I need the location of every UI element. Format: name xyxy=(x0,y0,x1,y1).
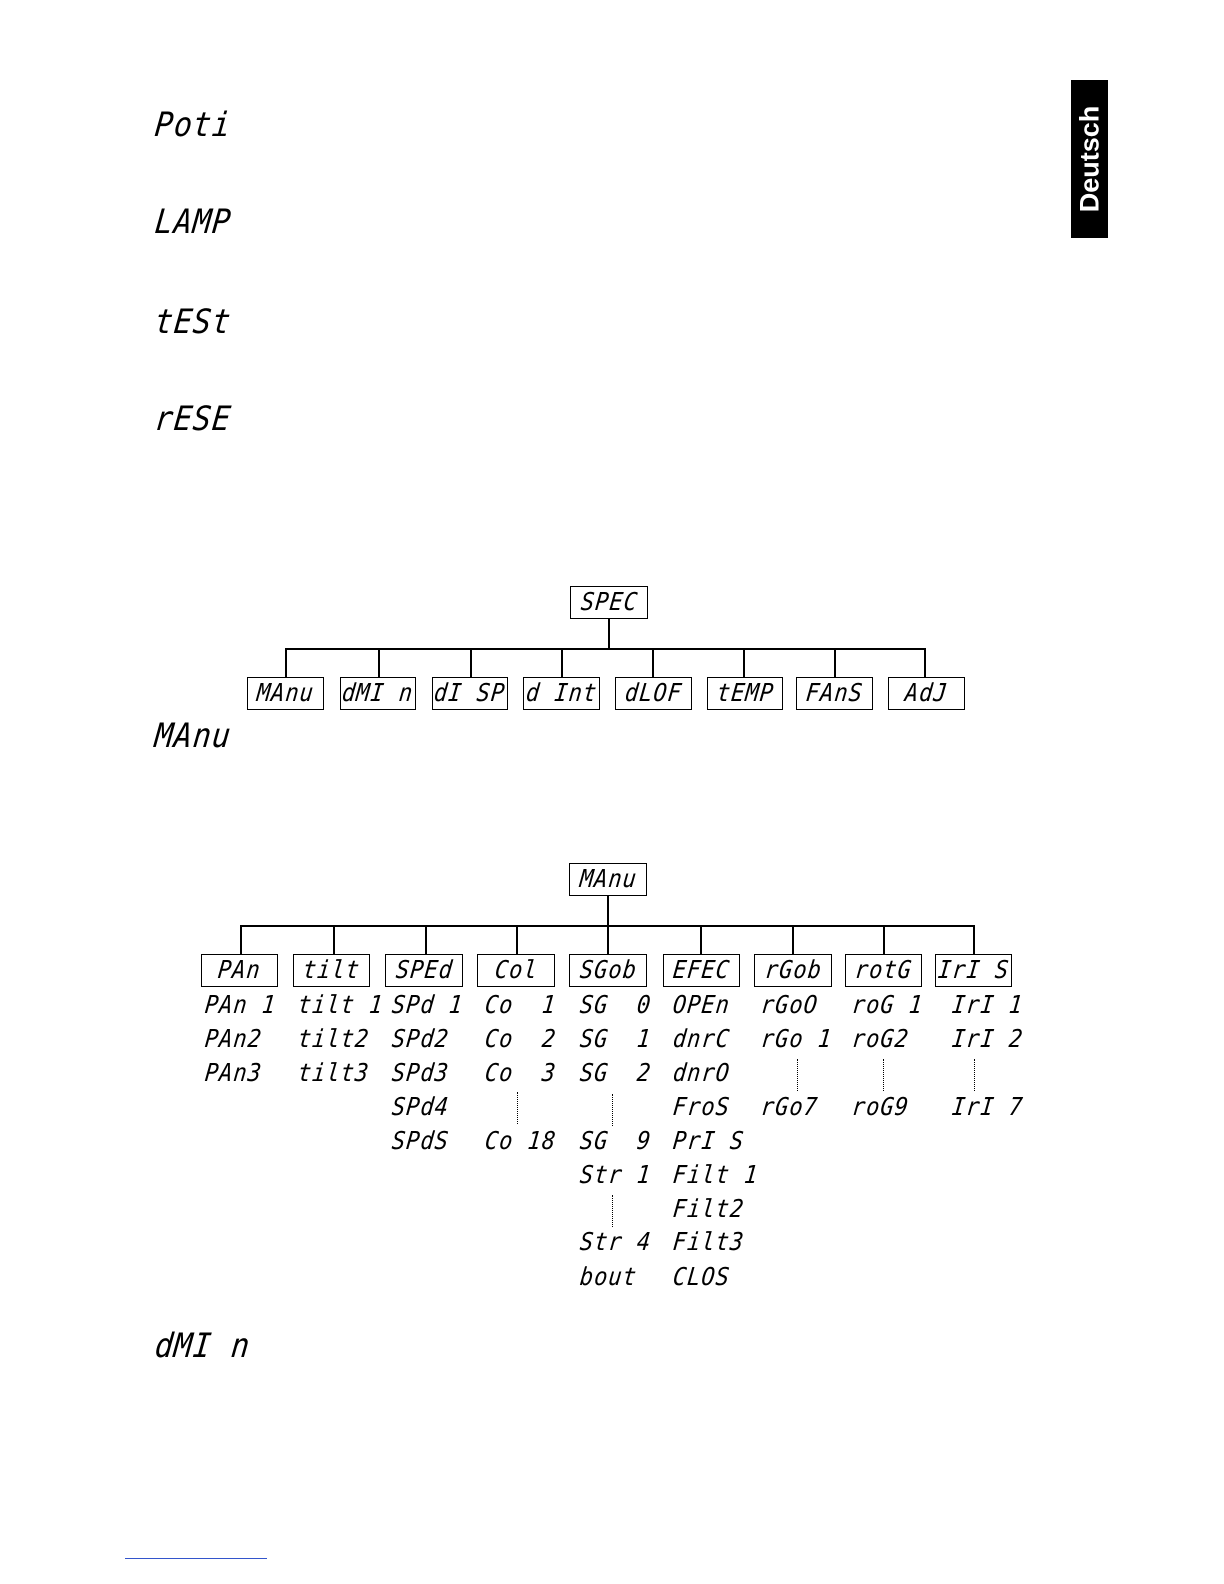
manu-child-label: EFEC xyxy=(671,956,732,985)
manu-child-box-col xyxy=(477,954,555,987)
sgob-item: Str 1 xyxy=(578,1161,653,1190)
spec-child-box-fans xyxy=(796,677,873,710)
manu-trunk-line xyxy=(607,896,609,926)
spec-drop-line xyxy=(834,648,836,678)
pan-item: PAn2 xyxy=(203,1025,264,1054)
iris-item: IrI 1 xyxy=(950,991,1025,1020)
sgob-item: SG 0 xyxy=(578,991,653,1020)
rgob-item: rGo7 xyxy=(759,1093,820,1122)
manu-drop-line xyxy=(973,925,975,955)
rotg-item: roG2 xyxy=(850,1025,911,1054)
spec-child-label: AdJ xyxy=(903,679,950,708)
rotg-item: roG 1 xyxy=(850,991,925,1020)
iris-item: IrI 2 xyxy=(950,1025,1025,1054)
spec-drop-line xyxy=(561,648,563,678)
efec-item: Filt2 xyxy=(671,1195,746,1224)
sgob-continuation-dots xyxy=(612,1094,613,1126)
sped-item: SPdS xyxy=(390,1127,451,1156)
sgob-item: Str 4 xyxy=(578,1228,653,1257)
sgob-item: SG 1 xyxy=(578,1025,653,1054)
manu-child-label: rGob xyxy=(763,956,823,985)
spec-child-label: tEMP xyxy=(715,679,775,708)
manu-drop-line xyxy=(425,925,427,955)
manu-child-label: rotG xyxy=(853,956,914,985)
heading-manu: MAnu xyxy=(152,716,234,757)
col-item: Co 1 xyxy=(483,991,558,1020)
spec-drop-line xyxy=(378,648,380,678)
col-item: Co 2 xyxy=(483,1025,558,1054)
iris-item: IrI 7 xyxy=(950,1093,1025,1122)
spec-child-label: MAnu xyxy=(255,679,316,708)
manu-child-label: IrI S xyxy=(936,956,1011,985)
manu-drop-line xyxy=(883,925,885,955)
efec-item: Filt3 xyxy=(671,1228,746,1257)
manu-child-label: tilt xyxy=(301,956,362,985)
sgob-item: bout xyxy=(578,1263,639,1292)
manu-drop-line xyxy=(792,925,794,955)
spec-child-label: dLOF xyxy=(623,679,684,708)
sped-item: SPd4 xyxy=(390,1093,451,1122)
tilt-item: tilt 1 xyxy=(296,991,385,1020)
spec-drop-line xyxy=(924,648,926,678)
spec-child-label: FAnS xyxy=(804,679,865,708)
language-tab-label: Deutsch xyxy=(1074,105,1104,213)
manu-child-box-tilt xyxy=(293,954,370,987)
rgob-continuation-dots xyxy=(797,1059,798,1091)
manu-drop-line xyxy=(240,925,242,955)
spec-child-label: dI SP xyxy=(432,679,508,708)
efec-item: dnrO xyxy=(671,1059,732,1088)
sped-item: SPd3 xyxy=(390,1059,451,1088)
manu-child-label: Col xyxy=(493,956,539,985)
spec-drop-line xyxy=(470,648,472,678)
spec-child-label: dMI n xyxy=(340,679,416,708)
col-item: Co 3 xyxy=(483,1059,558,1088)
spec-root-label: SPEC xyxy=(579,588,639,617)
spec-child-label: d Int xyxy=(524,679,599,708)
manu-child-box-pan xyxy=(201,954,278,987)
spec-branch-line xyxy=(285,648,926,650)
manu-root-label: MAnu xyxy=(578,865,638,894)
heading-rese: rESE xyxy=(152,399,234,440)
spec-drop-line xyxy=(652,648,654,678)
sgob-item: SG 2 xyxy=(578,1059,653,1088)
spec-root-box xyxy=(570,586,648,619)
spec-drop-line xyxy=(285,648,287,678)
efec-item: PrI S xyxy=(671,1127,746,1156)
efec-item: FroS xyxy=(671,1093,732,1122)
spec-child-box-dmin xyxy=(340,677,416,710)
efec-item: Filt 1 xyxy=(671,1161,760,1190)
spec-child-box-adj xyxy=(888,677,965,710)
manu-child-box-iris xyxy=(935,954,1012,987)
heading-dmin: dMI n xyxy=(152,1326,253,1367)
manu-child-label: SGob xyxy=(578,956,638,985)
spec-child-box-dlof xyxy=(615,677,692,710)
manu-child-box-rgob xyxy=(754,954,832,987)
heading-test: tESt xyxy=(152,302,234,343)
manu-child-box-rotg xyxy=(845,954,922,987)
manu-drop-line xyxy=(607,925,609,955)
pan-item: PAn3 xyxy=(203,1059,264,1088)
manu-child-label: SPEd xyxy=(394,956,454,985)
manu-child-box-sped xyxy=(385,954,463,987)
manu-child-box-efec xyxy=(663,954,740,987)
sped-item: SPd 1 xyxy=(390,991,465,1020)
manu-root-box xyxy=(569,863,647,896)
sgob-continuation-dots xyxy=(612,1195,613,1227)
col-item: Co 18 xyxy=(483,1127,558,1156)
iris-continuation-dots xyxy=(974,1059,975,1091)
spec-child-box-temp xyxy=(707,677,783,710)
efec-item: dnrC xyxy=(671,1025,732,1054)
spec-child-box-dint xyxy=(523,677,600,710)
manu-drop-line xyxy=(333,925,335,955)
tilt-item: tilt3 xyxy=(296,1059,371,1088)
manu-drop-line xyxy=(700,925,702,955)
sped-item: SPd2 xyxy=(390,1025,451,1054)
efec-item: OPEn xyxy=(671,991,732,1020)
spec-trunk-line xyxy=(608,619,610,649)
rgob-item: rGoO xyxy=(759,991,820,1020)
heading-poti: Poti xyxy=(152,105,234,146)
manu-child-label: PAn xyxy=(216,956,263,985)
spec-drop-line xyxy=(743,648,745,678)
heading-lamp: LAMP xyxy=(152,202,234,243)
spec-child-box-manu xyxy=(247,677,324,710)
tilt-item: tilt2 xyxy=(296,1025,371,1054)
sgob-item: SG 9 xyxy=(578,1127,653,1156)
footer-rule xyxy=(125,1558,267,1559)
rotg-item: roG9 xyxy=(850,1093,911,1122)
pan-item: PAn 1 xyxy=(203,991,278,1020)
col-continuation-dots xyxy=(517,1092,518,1124)
manu-child-box-sgob xyxy=(569,954,647,987)
efec-item: CLOS xyxy=(671,1263,732,1292)
manu-drop-line xyxy=(516,925,518,955)
spec-child-box-disp xyxy=(432,677,508,710)
rgob-item: rGo 1 xyxy=(759,1025,834,1054)
rotg-continuation-dots xyxy=(883,1059,884,1091)
language-tab xyxy=(1071,80,1108,238)
